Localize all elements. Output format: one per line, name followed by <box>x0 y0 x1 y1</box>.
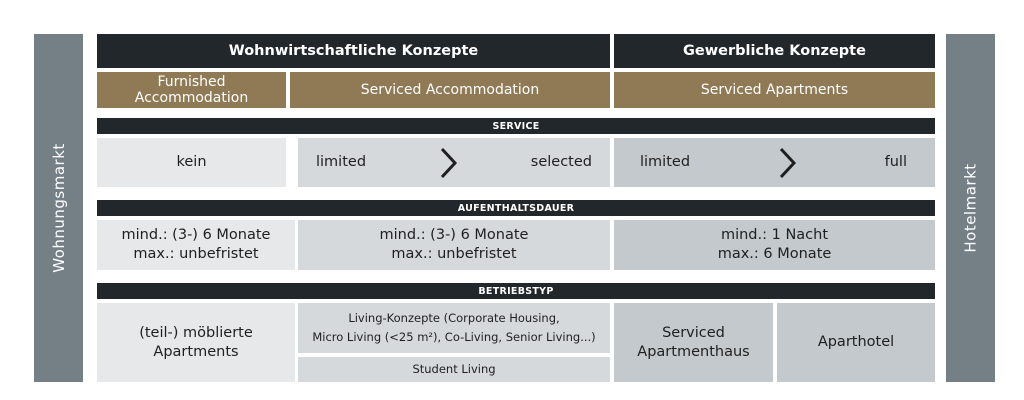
service-cell-3-right: full <box>884 154 907 170</box>
category-serviced-accommodation-label: Serviced Accommodation <box>360 82 540 98</box>
stay-cell-2 <box>298 220 610 270</box>
stay-cell-3-max: max.: 6 Monate <box>717 246 832 262</box>
stay-cell-1-max: max.: unbefristet <box>133 246 259 262</box>
wohnungsmarkt-label: Wohnungsmarkt <box>49 143 68 273</box>
operation-cell-3b-text: Aparthotel <box>817 334 895 350</box>
operation-cell-1-line2: Apartments <box>153 343 239 360</box>
hotelmarkt-sidebar <box>946 34 995 382</box>
operation-cell-3a-line2: Apartmenthaus <box>637 343 750 360</box>
category-furnished-line1: Furnished <box>157 74 226 90</box>
operation-band <box>97 283 935 299</box>
operation-band-title: BETRIEBSTYP <box>478 285 554 297</box>
operation-cell-2-bottom-text: Student Living <box>412 362 496 376</box>
stay-band <box>97 200 935 216</box>
operation-cell-3a <box>614 303 773 382</box>
service-cell-3 <box>614 138 935 187</box>
chevron-right-icon <box>773 146 801 180</box>
category-serviced-apartments-label: Serviced Apartments <box>700 82 849 98</box>
operation-cell-2-top-line2: Micro Living (<25 m²), Co-Living, Senior Living...) <box>312 330 596 344</box>
stay-cell-3-min: mind.: 1 Nacht <box>720 227 829 243</box>
hotelmarkt-label: Hotelmarkt <box>961 163 980 253</box>
header-residential-label: Wohnwirtschaftliche Konzepte <box>228 43 479 59</box>
service-cell-1-text: kein <box>176 154 207 170</box>
operation-cell-1-line1: (teil-) möblierte <box>139 324 253 341</box>
category-serviced-accommodation <box>290 72 610 108</box>
operation-cell-2-top <box>298 303 610 353</box>
operation-cell-3b <box>777 303 935 382</box>
header-residential <box>97 34 610 68</box>
stay-cell-3 <box>614 220 935 270</box>
stay-cell-1 <box>97 220 295 270</box>
operation-cell-1 <box>97 303 295 382</box>
category-furnished <box>97 72 286 108</box>
service-cell-2-right: selected <box>530 154 592 170</box>
chevron-right-icon <box>434 146 462 180</box>
stay-band-title: AUFENTHALTSDAUER <box>457 202 575 214</box>
header-commercial <box>614 34 935 68</box>
operation-cell-2-bottom <box>298 357 610 382</box>
stay-cell-1-min: mind.: (3-) 6 Monate <box>121 227 271 243</box>
service-band <box>97 118 935 134</box>
header-commercial-label: Gewerbliche Konzepte <box>683 43 866 59</box>
operation-cell-2-top-line1: Living-Konzepte (Corporate Housing, <box>348 311 560 325</box>
category-serviced-apartments <box>614 72 935 108</box>
service-cell-1 <box>97 138 286 187</box>
service-cell-2-left: limited <box>316 154 367 170</box>
stay-cell-2-max: max.: unbefristet <box>391 246 517 262</box>
wohnungsmarkt-sidebar <box>34 34 83 382</box>
service-band-title: SERVICE <box>492 120 540 132</box>
category-furnished-line2: Accommodation <box>134 90 249 106</box>
service-cell-3-left: limited <box>640 154 691 170</box>
operation-cell-3a-line1: Serviced <box>662 324 725 341</box>
service-cell-2 <box>298 138 610 187</box>
stay-cell-2-min: mind.: (3-) 6 Monate <box>379 227 529 243</box>
